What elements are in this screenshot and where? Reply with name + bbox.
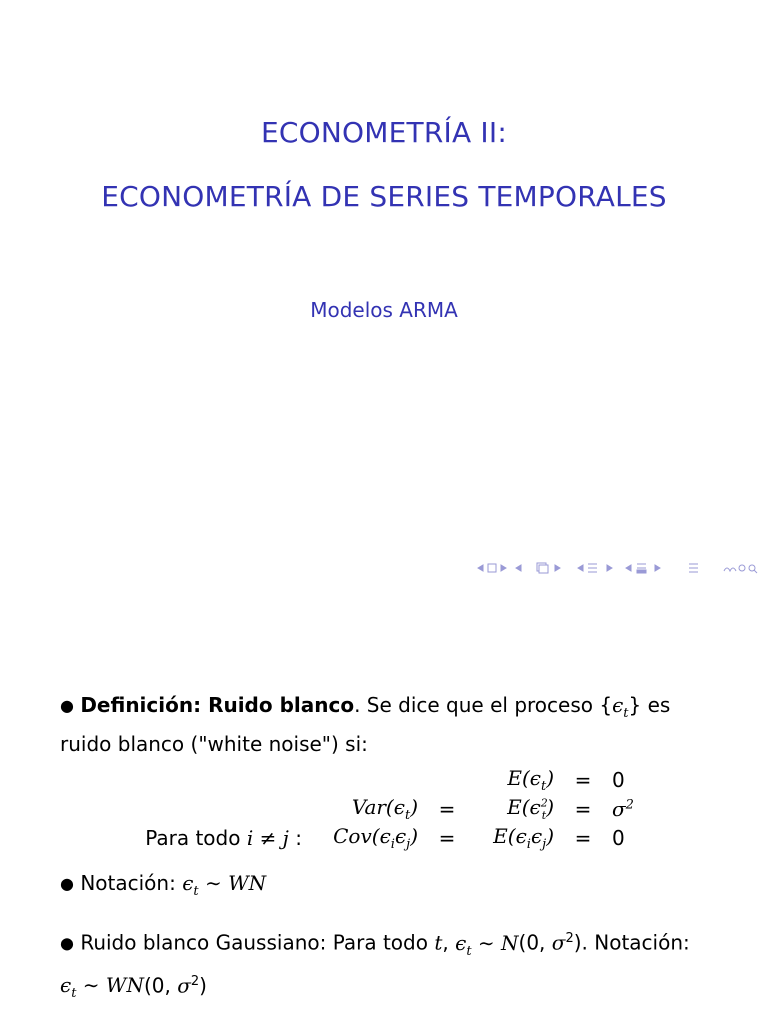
zero-value: 0 <box>612 767 625 792</box>
nav-search-icon[interactable] <box>724 565 757 573</box>
gaussian-text-2: . Notación: <box>581 930 690 955</box>
gaussian-notation: $\epsilon_t$ ∼ WN <box>60 973 144 1002</box>
equals-sign: = <box>574 825 592 850</box>
process-set: $\{\epsilon_t\}$ <box>599 693 642 721</box>
nav-next-subsection-icon[interactable] <box>555 565 560 571</box>
bullet-icon: ● <box>60 696 74 715</box>
gaussian-t: t <box>434 930 443 955</box>
white-noise-conditions <box>0 765 634 852</box>
nav-next-part-icon[interactable] <box>655 565 660 571</box>
nav-prev-subsection-icon[interactable] <box>516 565 521 571</box>
gaussian-text-1: Ruido blanco Gaussiano: Para todo <box>80 930 435 955</box>
equation-row-1 <box>0 765 634 794</box>
definition-text-2: es ruido blanco ("white noise") si: <box>60 693 671 756</box>
equals-sign: = <box>574 796 592 821</box>
nav-part-icon[interactable] <box>637 564 646 573</box>
notation-formula: $\epsilon_t$ ∼ WN <box>182 871 267 899</box>
para-todo-condition: Para todo i ≠ j : <box>145 825 302 850</box>
equals-sign: = <box>574 767 592 792</box>
expectation-term: $E(\epsilon_t)$ <box>507 765 554 794</box>
nav-subsection-icon[interactable] <box>537 563 548 573</box>
nav-prev-frame-icon[interactable] <box>478 565 483 571</box>
covariance-term: $Cov(\epsilon_i\epsilon_j)$ <box>333 823 418 852</box>
sigma-squared: $\sigma^2$ <box>612 796 634 821</box>
nav-next-section-icon[interactable] <box>607 565 612 571</box>
equation-row-3 <box>0 823 634 852</box>
subtitle: Modelos ARMA <box>310 298 458 322</box>
nav-prev-section-icon[interactable] <box>578 565 583 571</box>
gaussian-paragraph: ● Ruido blanco Gaussiano: Para todo t, $\epsilon_t$ ∼ N(0, $\sigma^2$). Notación: $\epsilon_t$ ∼ WN(0, $\sigma^2$) <box>60 930 690 1002</box>
nav-frame-icon[interactable] <box>488 564 496 572</box>
definition-title: Definición: Ruido blanco <box>80 693 355 717</box>
gaussian-distribution: $\epsilon_t$ ∼ N <box>455 930 519 959</box>
nav-next-frame-icon[interactable] <box>501 565 506 571</box>
equals-sign: = <box>438 796 456 821</box>
title-line-2: ECONOMETRÍA DE SERIES TEMPORALES <box>101 180 667 213</box>
expectation-product-term: $E(\epsilon_i\epsilon_j)$ <box>493 823 554 852</box>
notation-paragraph <box>60 868 720 907</box>
equals-sign: = <box>438 825 456 850</box>
nav-align-icon[interactable] <box>689 564 698 572</box>
nav-section-icon[interactable] <box>588 564 597 572</box>
equation-row-2 <box>0 794 634 823</box>
bullet-icon: ● <box>60 933 74 953</box>
nav-prev-part-icon[interactable] <box>626 565 631 571</box>
definition-text-1: . Se dice que el proceso <box>354 693 600 717</box>
title-line-1: ECONOMETRÍA II: <box>261 116 507 149</box>
bullet-icon: ● <box>60 874 74 893</box>
zero-value: 0 <box>612 825 625 850</box>
definition-paragraph <box>60 690 720 759</box>
notation-label: Notación: <box>80 871 183 895</box>
beamer-navigation-bar <box>0 560 768 576</box>
expectation-squared-term: $E(\epsilon^2_t)$ <box>507 795 554 822</box>
variance-term: $Var(\epsilon_t)$ <box>351 794 418 823</box>
